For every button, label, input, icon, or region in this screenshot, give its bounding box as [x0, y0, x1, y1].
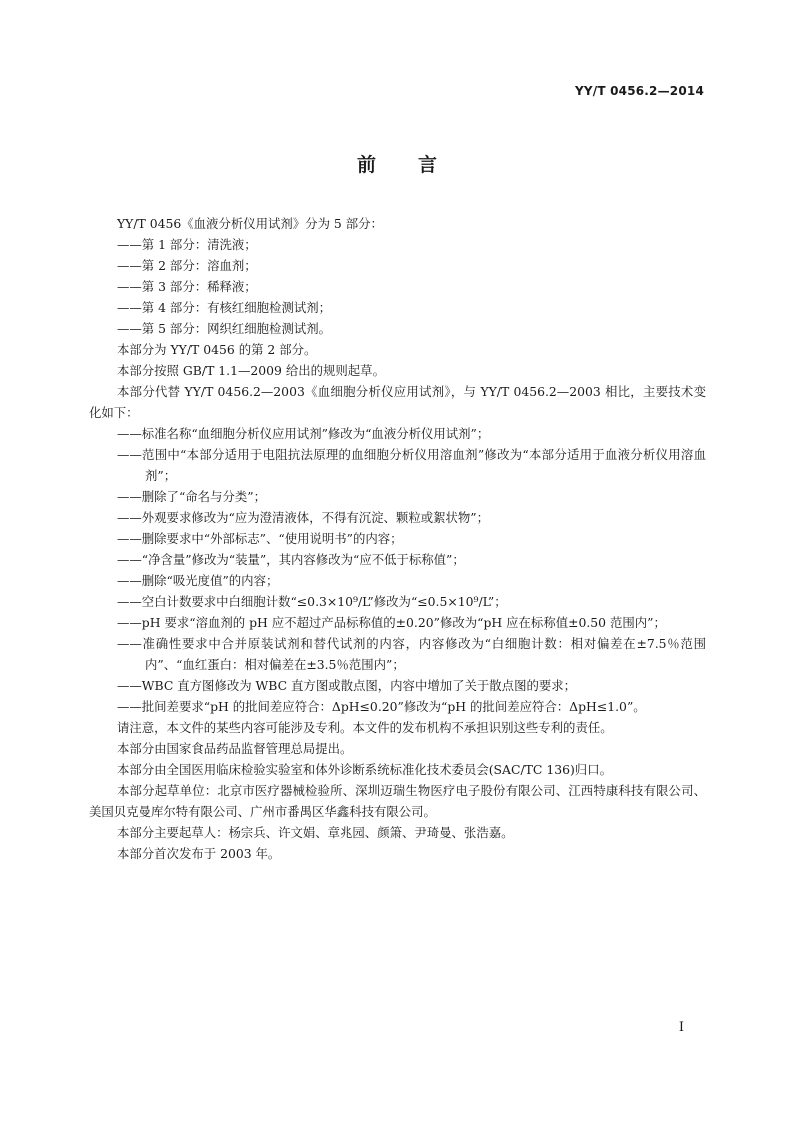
drafting-units-paragraph: 本部分起草单位：北京市医疗器械检验所、深圳迈瑞生物医疗电子股份有限公司、江西特康科技有限公司、美国贝克曼库尔特有限公司、广州市番禺区华鑫科技有限公司。 [89, 783, 706, 819]
proposer-paragraph: 本部分由国家食品药品监督管理总局提出。 [117, 741, 353, 756]
this-part-paragraph: 本部分为 YY/T 0456 的第 2 部分。 [117, 342, 317, 357]
part-list-item: ——第 2 部分：溶血剂； [117, 258, 257, 273]
standard-number: YY/T 0456.2—2014 [574, 84, 704, 98]
change-item: ——批间差要求“pH 的批间差应符合：ΔpH≤0.20”修改为“pH 的批间差应符合：ΔpH≤1.0”。 [117, 699, 646, 714]
change-item: ——“净含量”修改为“装量”，其内容修改为“应不低于标称值”； [117, 552, 465, 567]
change-item: ——删除“吸光度值”的内容； [117, 573, 279, 588]
part-list-item: ——第 3 部分：稀释液； [117, 279, 257, 294]
replaces-paragraph: 本部分代替 YY/T 0456.2—2003《血细胞分析仪应用试剂》，与 YY/T 0456.2—2003 相比，主要技术变化如下： [89, 384, 706, 420]
parts-intro: YY/T 0456《血液分析仪用试剂》分为 5 部分： [117, 216, 383, 231]
part-list-item: ——第 4 部分：有核红细胞检测试剂； [117, 300, 332, 315]
change-item: ——pH 要求“溶血剂的 pH 应不超过产品标称值的±0.20”修改为“pH 应在标称值±0.50 范围内”； [117, 615, 666, 630]
change-item: ——删除了“命名与分类”； [117, 489, 266, 504]
change-item: ——空白计数要求中白细胞计数“≤0.3×10⁹/L”修改为“≤0.5×10⁹/L”； [117, 594, 507, 609]
page-number: I [678, 1020, 684, 1035]
change-item: ——标准名称“血细胞分析仪应用试剂”修改为“血液分析仪用试剂”； [117, 426, 490, 441]
first-release-paragraph: 本部分首次发布于 2003 年。 [117, 846, 281, 861]
page-title: 前言 [356, 154, 479, 176]
committee-paragraph: 本部分由全国医用临床检验实验室和体外诊断系统标准化技术委员会(SAC/TC 136)归口。 [117, 762, 612, 777]
change-item: ——外观要求修改为“应为澄清液体，不得有沉淀、颗粒或絮状物”； [117, 510, 489, 525]
foreword-body [89, 213, 706, 864]
change-item: ——准确性要求中合并原装试剂和替代试剂的内容，内容修改为“白细胞计数：相对偏差在±7.5％范围内”、“血红蛋白：相对偏差在±3.5％范围内”； [117, 636, 706, 672]
change-item: ——范围中“本部分适用于电阻抗法原理的血细胞分析仪用溶血剂”修改为“本部分适用于血液分析仪用溶血剂”； [117, 447, 706, 483]
drafting-rule-paragraph: 本部分按照 GB/T 1.1—2009 给出的规则起草。 [117, 363, 385, 378]
drafters-paragraph: 本部分主要起草人：杨宗兵、许文娟、章兆园、颜箫、尹琦曼、张浩嘉。 [117, 825, 514, 840]
change-item: ——WBC 直方图修改为 WBC 直方图或散点图，内容中增加了关于散点图的要求； [117, 678, 577, 693]
change-item: ——删除要求中“外部标志”、“使用说明书”的内容； [117, 531, 403, 546]
patent-notice: 请注意，本文件的某些内容可能涉及专利。本文件的发布机构不承担识别这些专利的责任。 [117, 720, 613, 735]
part-list-item: ——第 5 部分：网织红细胞检测试剂。 [117, 321, 332, 336]
part-list-item: ——第 1 部分：清洗液； [117, 237, 257, 252]
